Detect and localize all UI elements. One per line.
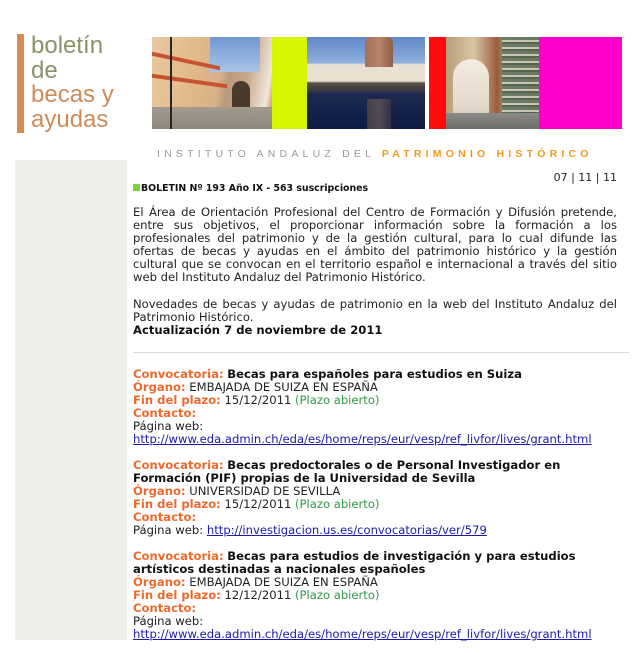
magenta-color-block — [539, 37, 622, 129]
green-bullet-icon — [133, 184, 140, 191]
grant-link[interactable]: http://investigacion.us.es/convocatorias/ver/579 — [206, 523, 487, 537]
pagina-web-label: Página web: — [133, 419, 204, 433]
grant-deadline: 12/12/2011 — [224, 588, 292, 602]
grant-deadline: 15/12/2011 — [224, 393, 292, 407]
grant-link[interactable]: http://www.eda.admin.ch/eda/es/home/reps/eur/vesp/ref_livfor/lives/grant.html — [133, 432, 592, 446]
organo-label: Órgano: — [133, 380, 186, 394]
issue-info — [133, 182, 368, 195]
logo-accent-bar — [17, 34, 24, 133]
grant-organo: UNIVERSIDAD DE SEVILLA — [189, 484, 341, 498]
organo-label: Órgano: — [133, 575, 186, 589]
fin-plazo-label: Fin del plazo: — [133, 497, 221, 511]
grant-entry — [133, 550, 629, 641]
grant-organo: EMBAJADA DE SUIZA EN ESPAÑA — [189, 575, 378, 589]
issue-label: BOLETIN Nº 193 Año IX - 563 suscripciones — [141, 183, 369, 194]
fin-plazo-label: Fin del plazo: — [133, 588, 221, 602]
grant-list — [133, 368, 629, 654]
fin-plazo-label: Fin del plazo: — [133, 393, 221, 407]
grant-entry — [133, 368, 629, 446]
grant-link[interactable]: http://www.eda.admin.ch/eda/es/home/reps/eur/vesp/ref_livfor/lives/grant.html — [133, 627, 592, 641]
pagina-web-label: Página web: — [133, 614, 204, 628]
tiled-doorway-photo — [446, 37, 539, 129]
organo-label: Órgano: — [133, 484, 186, 498]
grant-status: (Plazo abierto) — [295, 497, 380, 511]
contacto-label: Contacto: — [133, 510, 197, 524]
tagline-part-1: INSTITUTO ANDALUZ DEL — [157, 148, 382, 160]
convocatoria-label: Convocatoria: — [133, 549, 224, 563]
grant-status: (Plazo abierto) — [295, 393, 380, 407]
contacto-label: Contacto: — [133, 601, 197, 615]
logo-line-4: ayudas — [31, 105, 109, 133]
left-sidebar — [15, 160, 127, 640]
convocatoria-label: Convocatoria: — [133, 458, 224, 472]
grant-status: (Plazo abierto) — [295, 588, 380, 602]
grant-title: Becas predoctorales o de Personal Investigador en Formación (PIF) propias de la Universidad de Sevilla — [133, 458, 561, 485]
pagina-web-label: Página web: — [133, 523, 204, 537]
grant-entry — [133, 459, 629, 537]
logo — [31, 34, 114, 132]
red-color-block — [429, 37, 446, 129]
issue-date: 07 | 11 | 11 — [553, 171, 617, 184]
grant-title: Becas para españoles para estudios en Suiza — [227, 367, 522, 381]
grant-title: Becas para estudios de investigación y para estudios artísticos destinadas a nacionales españoles — [133, 549, 576, 576]
convocatoria-label: Convocatoria: — [133, 367, 224, 381]
tagline-part-2: PATRIMONIO HISTÓRICO — [381, 148, 593, 160]
novedades-paragraph — [133, 298, 617, 337]
grant-deadline: 15/12/2011 — [224, 497, 292, 511]
lime-color-block — [272, 37, 307, 129]
reflecting-pool-photo — [307, 37, 425, 129]
update-date: Actualización 7 de noviembre de 2011 — [133, 323, 383, 337]
institute-tagline — [157, 148, 593, 160]
contacto-label: Contacto: — [133, 406, 197, 420]
intro-paragraph: El Área de Orientación Profesional del Centro de Formación y Difusión pretende, entre sus objetivos, el proporcionar información sobre la formación a los profesionales del patrimonio y de la gestión cultural, para lo cual difunde las ofertas de becas y ayudas en el ámbito del patrimonio histórico y la gestión cultural que se convocan en el territorio español e internacional a través del sitio web del Instituto Andaluz del Patrimonio Histórico. — [133, 205, 617, 284]
logo-line-1: boletín — [31, 32, 104, 59]
logo-line-2: de — [31, 56, 58, 84]
novedades-text: Novedades de becas y ayudas de patrimonio en la web del Instituto Andaluz del Patrimonio Histórico. — [133, 297, 617, 324]
courtyard-photo — [152, 37, 272, 129]
divider — [133, 352, 629, 353]
logo-line-3: becas y — [31, 81, 114, 108]
grant-organo: EMBAJADA DE SUIZA EN ESPAÑA — [189, 380, 378, 394]
